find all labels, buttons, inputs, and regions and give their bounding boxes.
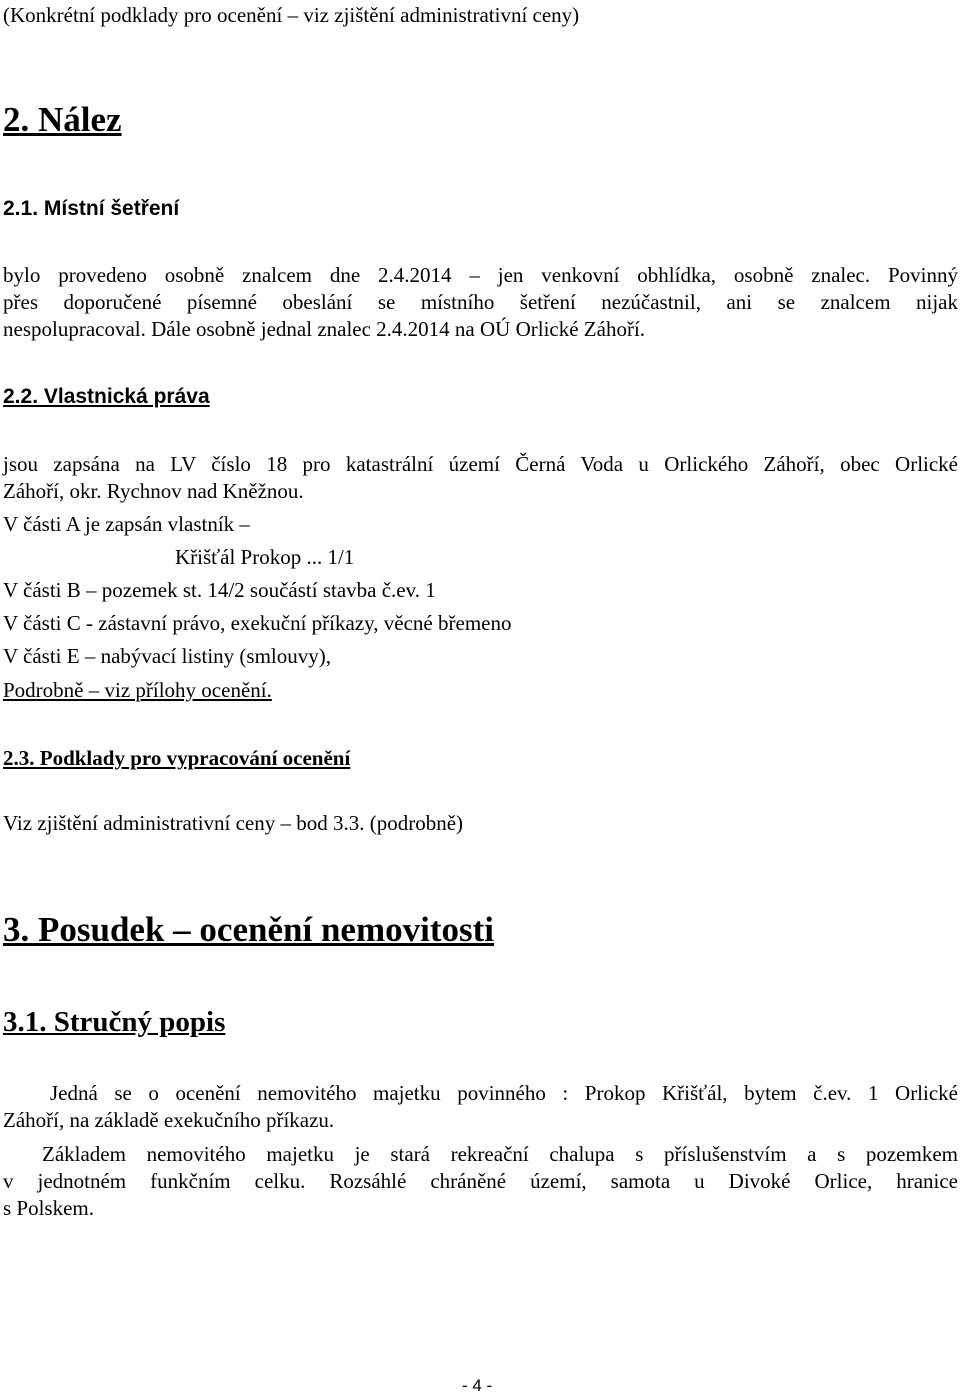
section-2-1-line-3: nespolupracoval. Dále osobně jednal znalec 2.4.2014 na OÚ Orlické Záhoří. [3, 317, 646, 341]
section-2-2-line-6: V části C - zástavní právo, exekuční příkazy, věcné břemeno [3, 611, 512, 635]
section-2-2-line-5: V části B – pozemek st. 14/2 součástí stavba č.ev. 1 [3, 578, 436, 602]
section-2-1-heading: 2.1. Místní šetření [3, 197, 180, 220]
section-2-1-line-1: bylo provedeno osobně znalcem dne 2.4.2014 – jen venkovní obhlídka, osobně znalec. Povinný [3, 263, 958, 287]
section-2-2-line-1: jsou zapsána na LV číslo 18 pro katastrální území Černá Voda u Orlického Záhoří, obec Orlické [3, 452, 958, 476]
page-number: - 4 - [462, 1376, 493, 1395]
section-3-heading: 3. Posudek – ocenění nemovitosti [3, 910, 494, 949]
section-3-1-line-3: Základem nemovitého majetku je stará rekreační chalupa s příslušenstvím a s pozemkem [42, 1142, 958, 1166]
section-2-heading: 2. Nález [3, 100, 122, 139]
section-2-2-line-3: V části A je zapsán vlastník – [3, 512, 250, 536]
section-2-2-line-7: V části E – nabývací listiny (smlouvy), [3, 644, 331, 668]
section-2-3-heading: 2.3. Podklady pro vypracování ocenění [3, 746, 351, 770]
section-3-1-line-1: Jedná se o ocenění nemovitého majetku povinného : Prokop Křišťál, bytem č.ev. 1 Orlické [50, 1081, 958, 1105]
section-2-3-text: Viz zjištění administrativní ceny – bod 3.3. (podrobně) [3, 811, 464, 835]
section-3-1-line-4: v jednotném funkčním celku. Rozsáhlé chráněné území, samota u Divoké Orlice, hranice [3, 1169, 958, 1193]
section-2-1-line-2: přes doporučené písemné obeslání se místního šetření nezúčastnil, ani se znalcem nijak [3, 290, 958, 314]
section-3-1-heading: 3.1. Stručný popis [3, 1006, 226, 1038]
section-3-1-line-5: s Polskem. [3, 1196, 95, 1220]
intro-note: (Konkrétní podklady pro ocenění – viz zjištění administrativní ceny) [3, 3, 580, 27]
section-2-2-heading: 2.2. Vlastnická práva [3, 385, 210, 408]
section-3-1-line-2: Záhoří, na základě exekučního příkazu. [3, 1108, 335, 1132]
section-2-2-details-link: Podrobně – viz přílohy ocenění. [3, 678, 272, 702]
owner-line: Křišťál Prokop ... 1/1 [175, 545, 355, 569]
section-2-2-line-2: Záhoří, okr. Rychnov nad Kněžnou. [3, 479, 304, 503]
